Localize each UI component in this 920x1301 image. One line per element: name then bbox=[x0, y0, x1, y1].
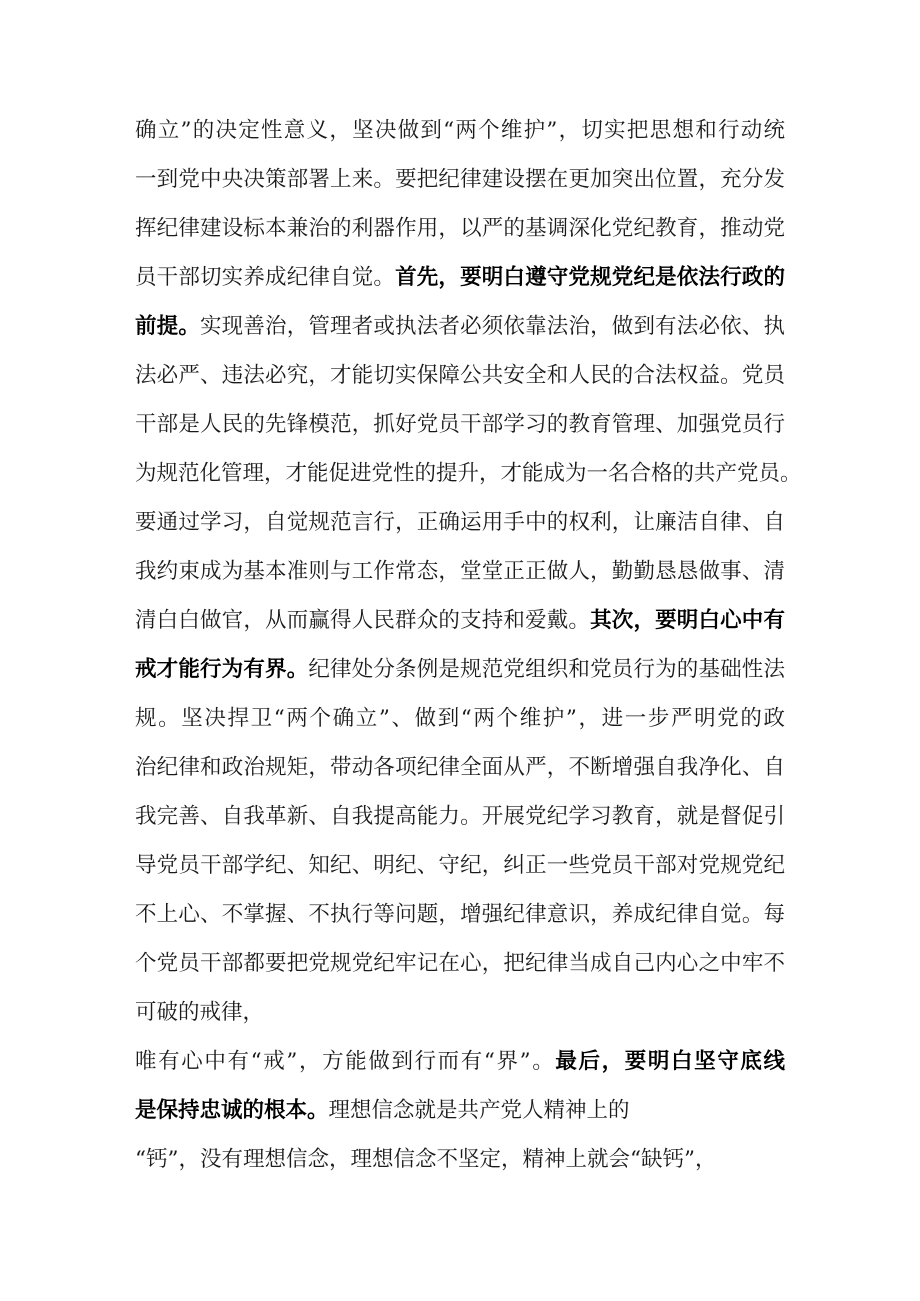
text-run: 员干部切实养成纪律自觉。 bbox=[135, 265, 396, 290]
bold-heading-run: 最后，要明白坚守底线 bbox=[555, 1049, 785, 1074]
paragraph-line bbox=[135, 1091, 785, 1131]
text-run: 治纪律和政治规矩，带动各项纪律全面从严，不断增强自我净化、自 bbox=[135, 755, 785, 780]
paragraph-line bbox=[135, 258, 785, 298]
text-run: 唯有心中有“戒”，方能做到行而有“界”。 bbox=[135, 1049, 556, 1074]
paragraph-line bbox=[135, 209, 785, 249]
text-run: “钙”，没有理想信念，理想信念不坚定，精神上就会“缺钙”， bbox=[135, 1147, 717, 1172]
paragraph-line bbox=[135, 405, 785, 445]
bold-heading-run: 其次，要明白心中有 bbox=[590, 608, 785, 633]
paragraph-line bbox=[135, 846, 785, 886]
text-run: 我完善、自我革新、自我提高能力。开展党纪学习教育，就是督促引 bbox=[135, 804, 785, 829]
text-run: 确立”的决定性意义，坚决做到“两个维护”，切实把思想和行动统 bbox=[135, 118, 785, 143]
text-run: 理想信念就是共产党人精神上的 bbox=[328, 1098, 630, 1123]
text-run: 要通过学习，自觉规范言行，正确运用手中的权利，让廉洁自律、自 bbox=[135, 510, 785, 535]
text-run: 干部是人民的先锋模范，抓好党员干部学习的教育管理、加强党员行 bbox=[135, 412, 785, 437]
paragraph-line bbox=[135, 993, 785, 1033]
paragraph-line bbox=[135, 356, 785, 396]
text-run: 实现善治，管理者或执法者必须依靠法治，做到有法必依、执 bbox=[200, 314, 785, 339]
text-run: 挥纪律建设标本兼治的利器作用，以严的基调深化党纪教育，推动党 bbox=[135, 216, 785, 241]
text-run: 清白白做官，从而赢得人民群众的支持和爱戴。 bbox=[135, 608, 591, 633]
text-run: 可破的戒律， bbox=[135, 1000, 265, 1025]
text-run: 个党员干部都要把党规党纪牢记在心，把纪律当成自己内心之中牢不 bbox=[135, 951, 785, 976]
text-run: 法必严、违法必究，才能切实保障公共安全和人民的合法权益。党员 bbox=[135, 363, 785, 388]
text-run: 一到党中央决策部署上来。要把纪律建设摆在更加突出位置，充分发 bbox=[135, 167, 785, 192]
paragraph-line bbox=[135, 1042, 785, 1082]
paragraph-line bbox=[135, 944, 785, 984]
text-run: 导党员干部学纪、知纪、明纪、守纪，纠正一些党员干部对党规党纪 bbox=[135, 853, 785, 878]
paragraph-line bbox=[135, 454, 802, 494]
text-run: 规。坚决捍卫“两个确立”、做到“两个维护”，进一步严明党的政 bbox=[135, 706, 785, 731]
bold-heading-run: 是保持忠诚的根本。 bbox=[135, 1098, 329, 1123]
paragraph-line bbox=[135, 503, 785, 543]
bold-heading-run: 前提。 bbox=[135, 314, 201, 339]
text-run: 为规范化管理，才能促进党性的提升，才能成为一名合格的共产党员。 bbox=[135, 461, 802, 486]
paragraph-line bbox=[135, 1140, 785, 1180]
paragraph-line bbox=[135, 111, 785, 151]
paragraph-line bbox=[135, 160, 785, 200]
paragraph-line bbox=[135, 601, 785, 641]
paragraph-line bbox=[135, 307, 785, 347]
paragraph-line bbox=[135, 699, 785, 739]
paragraph-line bbox=[135, 895, 785, 935]
bold-heading-run: 首先，要明白遵守党规党纪是依法行政的 bbox=[395, 265, 785, 290]
text-run: 不上心、不掌握、不执行等问题，增强纪律意识，养成纪律自觉。每 bbox=[135, 902, 785, 927]
paragraph-line bbox=[135, 797, 785, 837]
paragraph-line bbox=[135, 552, 785, 592]
text-run: 纪律处分条例是规范党组织和党员行为的基础性法 bbox=[308, 657, 785, 682]
text-run: 我约束成为基本准则与工作常态，堂堂正正做人，勤勤恳恳做事、清 bbox=[135, 559, 785, 584]
bold-heading-run: 戒才能行为有界。 bbox=[135, 657, 309, 682]
paragraph-line bbox=[135, 748, 785, 788]
paragraph-line bbox=[135, 650, 785, 690]
